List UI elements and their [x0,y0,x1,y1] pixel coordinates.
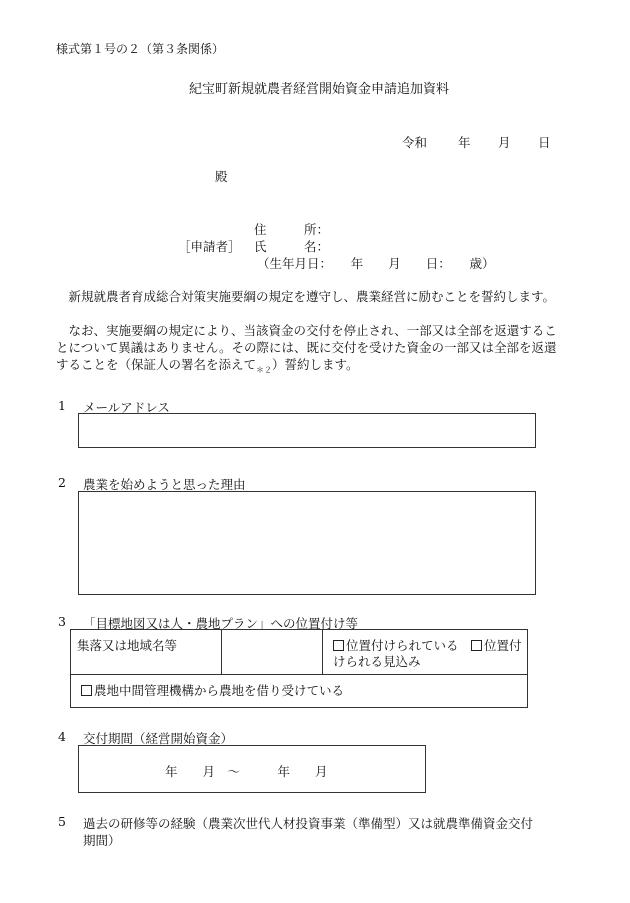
section-4-number: 4 [58,729,66,744]
checkbox-positioned[interactable] [333,640,344,651]
farmland-bank-label: 農地中間管理機構から農地を借り受けている [94,683,345,698]
section-5-title-line-1: 過去の研修等の経験（農業次世代人材投資事業（準備型）又は就農準備資金交付 [83,816,534,831]
table-row [71,675,528,708]
date-month-label: 月 [498,135,511,150]
section-4-title: 交付期間（経営開始資金） [83,731,234,746]
form-id: 様式第１号の２（第３条関係） [56,42,225,56]
option-positioned[interactable] [333,638,459,653]
pledge-paragraph-2 [56,322,566,379]
section-1-number: 1 [58,398,66,413]
section-2-title: 農業を始めようと思った理由 [83,477,246,492]
pledge-paragraph-2-text: なお、実施要綱の規定により、当該資金の交付を停止され、一部又は全部を返還することについて異議はありません。その際には、既に交付を受けた資金の一部又は全部を返還することを（保証人の署名を添えて [56,323,557,372]
option-expected-label: 位置付けられる見込み [333,638,522,669]
plan-status-options [323,630,528,675]
reason-field[interactable] [78,491,536,595]
grant-period-text: 年 月 ～ 年 月 [165,764,328,779]
area-name-label: 集落又は地域名等 [71,630,222,675]
section-2-number: 2 [58,475,66,490]
applicant-name-label: 氏 名： [254,239,330,254]
pledge-paragraph-1: 新規就農者育成総合対策実施要綱の規定を遵守し、農業経営に励むことを誓約します。 [56,289,556,304]
page-title: 紀宝町新規就農者経営開始資金申請追加資料 [189,82,450,97]
section-3-title: 「目標地図又は人・農地プラン」への位置付け等 [83,616,359,631]
checkbox-farmland-bank[interactable] [81,685,92,696]
applicant-birth-line: （生年月日： 年 月 日： 歳） [257,256,495,271]
area-name-field[interactable] [222,630,323,675]
checkbox-expected[interactable] [471,640,482,651]
date-day-label: 日 [538,135,551,150]
date-year-label: 年 [458,135,471,150]
section-3-number: 3 [58,614,66,629]
email-field[interactable] [78,413,536,448]
grant-period-field[interactable] [78,745,426,793]
farmland-bank-option[interactable] [71,675,528,708]
section-5-number: 5 [58,814,66,829]
date-era: 令和 [402,135,428,150]
applicant-label: ［申請者］ [178,239,241,254]
addressee-suffix: 殿 [215,169,228,184]
section-1-title: メールアドレス [83,400,170,415]
pledge-paragraph-2-end: ）誓約します。 [272,357,359,372]
applicant-address-label: 住 所： [254,222,330,237]
section-5-title-line-2: 期間） [83,833,121,848]
table-row [71,630,528,675]
option-positioned-label: 位置付けられている [346,638,459,653]
plan-status-table [70,629,528,708]
pledge-note-marker: ＊２ [256,365,273,375]
